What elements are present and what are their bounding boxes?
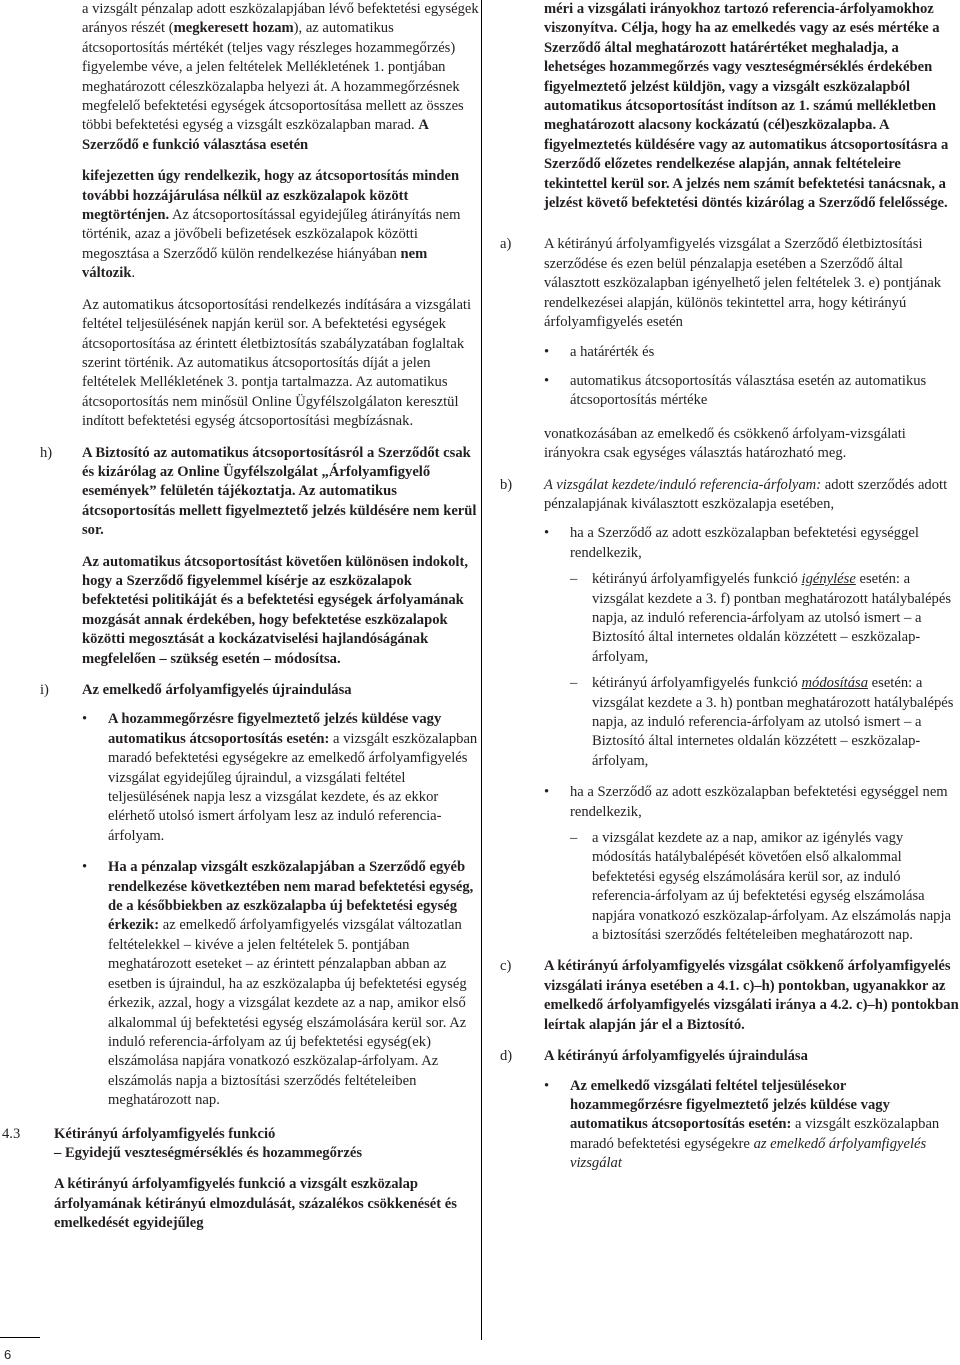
column-divider [481,0,482,1340]
section-a-after: vonatkozásában az emelkedő és csökkenő árfolyam-vizsgálati irányokra csak egységes választás határozható meg. [544,425,906,462]
section-d-title: A kétirányú árfolyamfigyelés újraindulása [544,1048,808,1065]
list-item: • Ha a pénzalap vizsgált eszközalapjában a Szerződő egyéb rendelkezése következtében nem marad befektetési egység, de a későbbiekben az eszközalapba új befektetési egység érkezik: az emelkedő árfolyamfigyelés vizsgálat változatlan feltételekkel – kivéve a jelen feltételek 5. pontjában meghatározott eseteket – az érintett pénzalapban abban az esetben is újraindul, ha az eszközalapba új befektetési egység érkezik, azzal, hogy a vizsgálat kezdete az a nap, amikor első alkalommal új befektetési egység elszámolására kerül sor. Az induló referencia-árfolyam az új befektetési egység(ek) elszámolása napjára vonatkozó eszközalap-árfolyam. Az elszámolás napja a biztosítási szerződés feltételeiben meghatározott nap. [82,858,480,1110]
intro-paragraph: a vizsgált pénzalap adott eszközalapjában lévő befektetési egységek arányos részét (megkeresett hozam), az automatikus átcsoportosítás mértékét (teljes vagy részleges hozammegőrzés) figyelembe véve, a jelen feltételek Mellékletének 1. pontjában meghatározott céleszközalapba helyezi át. A hozammegőrzésnek megfelelő befektetési egységek átcsoportosítása mellett az összes többi befektetési egység a vizsgált eszközalapban marad. A Szerződő e funkció választása esetén [82,1,479,153]
right-intro-text: méri a vizsgálati irányokhoz tartozó referencia-árfolyamokhoz viszonyítva. Célja, hogy ha az emelkedés vagy az esés mértéke a Szerződő által meghatározott határértéket meghaladja, a lehetséges hozammegőrzés vagy veszteségmérséklés érdekében figyelmeztető jelzést küldjön, vagy a vizsgált eszközalapból automatikus átcsoportosítást indítson az 1. számú mellékletben meghatározott alacsony kockázatú (cél)eszközalapba. A figyelmeztetés küldésére vagy az automatikus átcsoportosításra a Szerződő előzetes rendelkezése alapján, annak feltételeire tekintettel kerül sor. A jelzés nem számít befektetési tanácsnak, a jelzést követő befektetési döntés kizárólag a Szerződő felelőssége. [544,1,949,212]
section-h-text-1: A Biztosító az automatikus átcsoportosításról a Szerződőt csak és kizárólag az Online Ügyfélszolgálat „Árfolyamfigyelő események” felületén tájékoztatja. Az automatikus átcsoportosítás mellett figyelmeztető jelzés küldésére nem kerül sor. [82,444,477,539]
section-c-label: c) [500,958,512,975]
bullet-icon: • [82,859,88,876]
intro-block: a vizsgált pénzalap adott eszközalapjában lévő befektetési egységek arányos részét (megkeresett hozam), az automatikus átcsoportosítás mértékét (teljes vagy részleges hozammegőrzés) figyelembe véve, a jelen feltételek Mellékletének 1. pontjában meghatározott céleszközalapba helyezi át. A hozammegőrzésnek megfelelő befektetési egységek átcsoportosítása mellett az összes többi befektetési egység a vizsgált eszközalapban marad. A Szerződő e funkció választása esetén kifejezetten úgy rendelkezik, hogy az átcsoportosítás minden további hozzájárulása nélkül az eszközalapok között megtörténjen. Az átcsoportosítással egyidejűleg átirányítás nem történik, azaz a jövőbeli befizetések eszközalapok közötti megosztása a Szerződő külön rendelkezése hiányában nem változik. Az automatikus átcsoportosítási rendelkezés indítására a vizsgálati feltétel teljesülésének napján kerül sor. A befektetési egységek átcsoportosítása az érintett életbiztosítás szabályzatában foglaltak szerint történik. Az automatikus átcsoportosítás díját a jelen feltételek Mellékletének 3. pontja tartalmazza. Az automatikus átcsoportosítás nem minősül Online Ügyfélszolgálaton keresztül indított befektetési egység átcsoportosítási megbízásnak. [40,0,480,432]
section-h-label: h) [40,444,53,461]
section-h-text-2: Az automatikus átcsoportosítást követően különösen indokolt, hogy a Szerződő figyelemmel kísérje az eszközalapok befektetési politikáját és a befektetési egységek árfolyamának mozgását annak érdekében, hogy befektetése eszközalapok közötti megosztását a kockázatviselési hajlandóságának megfelelően – szükség esetén – módosítsa. [82,553,468,667]
section-4-3 [2,1125,480,1234]
section-b [500,476,960,946]
right-column [500,0,960,1174]
section-i [40,681,480,1111]
list-item: • ha a Szerződő az adott eszközalapban befektetési egységgel rendelkezik, [544,524,960,563]
section-a-text: A kétirányú árfolyamfigyelés vizsgálat a Szerződő életbiztosítási szerződése és ezen belül pénzalapja esetében a Szerződő által választott eszközalapban igényelhető jelen feltételek 3. e) pontjának rendelkezései alapján, különös tekintettel arra, hogy kétirányú árfolyamfigyelés esetén [544,236,942,331]
section-b-text: A vizsgálat kezdete/induló referencia-árfolyam: adott szerződés adott pénzalapjának kiválasztott eszközalapja esetében, [544,476,948,512]
section-d-label: d) [500,1048,513,1065]
section-c-text: A kétirányú árfolyamfigyelés vizsgálat csökkenő árfolyamfigyelés vizsgálati iránya esetében a 4.1. c)–h) pontokban, ugyanakkor az emelkedő árfolyamfigyelés vizsgálati iránya a 4.2. c)–h) pontokban leírtak alapján jár el a Biztosító. [544,958,959,1033]
dash-icon: – [570,571,578,588]
section-4-3-label: 4.3 [2,1125,21,1142]
section-i-label: i) [40,682,49,698]
list-item: • a határérték és [544,343,960,362]
page-number: 6 [4,1347,12,1362]
intro-bold-statement: kifejezetten úgy rendelkezik, hogy az átcsoportosítás minden további hozzájárulása nélkül az eszközalapok között megtörténjen. [82,168,460,224]
dash-icon: – [570,830,578,847]
list-item: • A hozammegőrzésre figyelmeztető jelzés küldése vagy automatikus átcsoportosítás esetén: a vizsgált eszközalapban maradó befektetési egységekre az emelkedő árfolyamfigyelés vizsgálat egyidejűleg újraindul, a vizsgálati feltétel teljesülésének napja lesz a vizsgálat kezdete, és az ekkor elérhető utolsó ismert árfolyam lesz az induló referencia-árfolyam. [82,710,480,846]
right-intro [500,0,960,213]
list-item: • ha a Szerződő az adott eszközalapban befektetési egységgel nem rendelkezik, [544,783,960,822]
list-item: – a vizsgálat kezdete az a nap, amikor az igénylés vagy módosítás hatálybalépését követően első alkalommal befektetési egység elszámolására kerül sor, az induló referencia-árfolyam az új befektetési egység elszámolása napjára vonatkozó eszközalap-árfolyam. Az elszámolás napja a biztosítási szerződés feltételeiben meghatározott nap. [570,829,960,945]
list-item: – kétirányú árfolyamfigyelés funkció módosítása esetén: a vizsgálat kezdete a 3. h) pontban meghatározott hatálybalépés napja, az induló referencia-árfolyam az utolsó ismert – a Biztosító által internetes oldalán közzétett – eszközalap-árfolyam, [570,674,960,771]
section-d [500,1047,960,1173]
auto-regroup-paragraph: Az automatikus átcsoportosítási rendelkezés indítására a vizsgálati feltétel teljesülésének napján kerül sor. A befektetési egységek átcsoportosítása az érintett életbiztosítás szabályzatában foglaltak szerint történik. Az automatikus átcsoportosítás díját a jelen feltételek Mellékletének 3. pontja tartalmazza. Az automatikus átcsoportosítás nem minősül Online Ügyfélszolgálaton keresztül indított befektetési egység átcsoportosítási megbízásnak. [82,296,472,430]
bullet-icon: • [544,784,550,801]
bullet-icon: • [544,525,550,542]
left-column [2,0,480,1234]
section-a-label: a) [500,236,512,253]
section-h [40,444,480,669]
bullet-icon: • [544,1077,550,1094]
list-item: • Az emelkedő vizsgálati feltétel teljesülésekor hozammegőrzésre figyelmeztető jelzés küldése vagy automatikus átcsoportosítás esetén: a vizsgált eszközalapban maradó befektetési egységekre az emelkedő árfolyamfigyelés vizsgálat [544,1077,960,1174]
section-a [500,235,960,463]
footer-rule [0,1337,40,1338]
bullet-icon: • [544,372,550,389]
section-c [500,957,960,1035]
section-4-3-title: Kétirányú árfolyamfigyelés funkció – Egyidejű veszteségmérséklés és hozammegőrzés [54,1125,363,1161]
dash-icon: – [570,675,578,692]
list-item: • automatikus átcsoportosítás választása esetén az automatikus átcsoportosítás mértéke [544,372,960,411]
bullet-icon: • [544,343,550,360]
section-4-3-text: A kétirányú árfolyamfigyelés funkció a vizsgált eszközalap árfolyamának kétirányú elmozdulását, százalékos csökkenését és emelkedését egyidejűleg [54,1176,457,1232]
list-item: – kétirányú árfolyamfigyelés funkció igénylése esetén: a vizsgálat kezdete a 3. f) pontban meghatározott hatálybalépés napja, az induló referencia-árfolyam az utolsó ismert – a Biztosító által internetes oldalán közzétett – eszközalap-árfolyam, [570,570,960,667]
section-i-title: Az emelkedő árfolyamfigyelés újraindulása [82,682,352,698]
section-b-label: b) [500,476,513,493]
bullet-icon: • [82,711,88,728]
